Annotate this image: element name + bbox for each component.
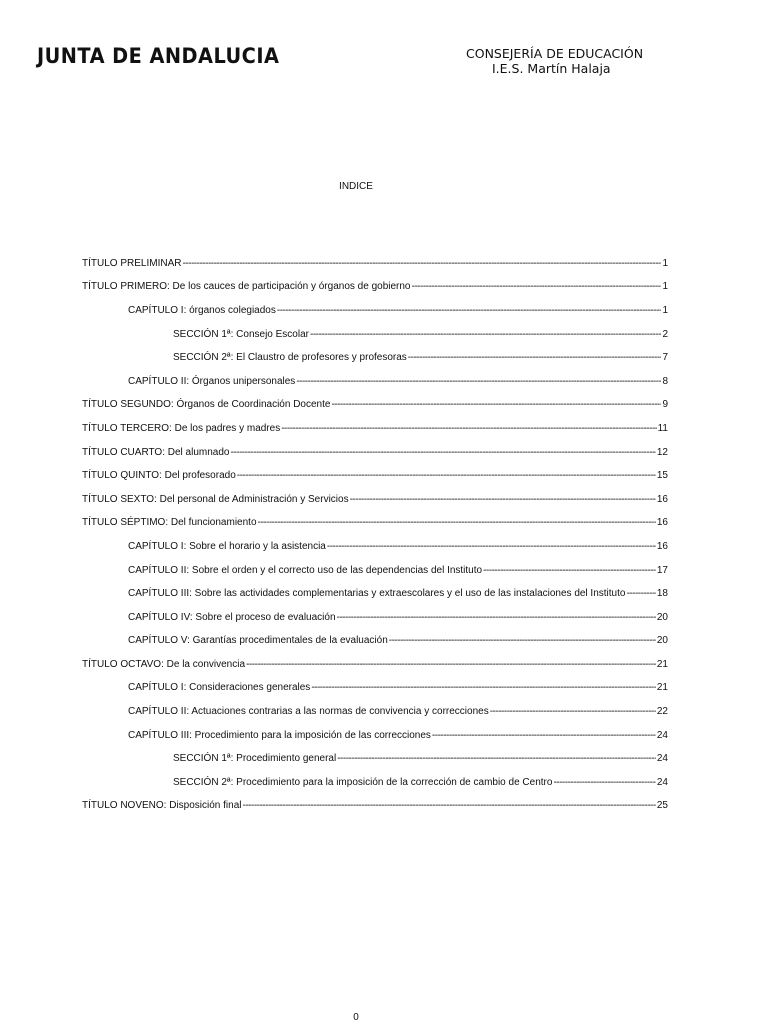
toc-leader (182, 258, 661, 270)
index-title: INDICE (339, 181, 373, 192)
toc-entry-page: 21 (656, 682, 668, 694)
toc-entry[interactable] (82, 276, 668, 300)
toc-entry-page: 17 (656, 564, 668, 576)
toc-entry[interactable] (82, 653, 668, 677)
toc-entry[interactable] (82, 512, 668, 536)
toc-leader (389, 635, 656, 647)
toc-entry-label: CAPÍTULO I: órganos colegiados (128, 304, 276, 316)
toc-leader (408, 352, 661, 364)
toc-leader (553, 777, 655, 789)
toc-entry-page: 24 (656, 776, 668, 788)
toc-entry-label: CAPÍTULO III: Procedimiento para la imposición de las correcciones (128, 729, 431, 741)
toc-entry-label: SECCIÓN 2ª: El Claustro de profesores y profesoras (173, 352, 407, 364)
toc-leader (327, 541, 656, 553)
toc-leader (337, 753, 656, 765)
toc-entry-label: CAPÍTULO III: Sobre las actividades complementarias y extraescolares y el uso de las instalaciones del Instituto (128, 588, 626, 600)
toc-entry[interactable] (82, 346, 668, 370)
toc-entry-page: 21 (656, 658, 668, 670)
toc-leader (331, 399, 661, 411)
toc-entry[interactable] (82, 394, 668, 418)
toc-entry[interactable] (82, 677, 668, 701)
toc-entry[interactable] (82, 724, 668, 748)
toc-entry-label: CAPÍTULO II: Órganos unipersonales (128, 375, 296, 387)
toc-entry-label: CAPÍTULO II: Actuaciones contrarias a las normas de convivencia y correcciones (128, 706, 489, 718)
footer-page-number: 0 (353, 1012, 359, 1023)
toc-entry-label: CAPÍTULO V: Garantías procedimentales de la evaluación (128, 635, 388, 647)
toc-entry[interactable] (82, 747, 668, 771)
toc-entry-page: 9 (662, 399, 668, 411)
toc-entry-page: 12 (656, 446, 668, 458)
toc-entry-label: TÍTULO PRIMERO: De los cauces de participación y órganos de gobierno (82, 281, 411, 293)
toc-entry[interactable] (82, 464, 668, 488)
toc-leader (483, 565, 656, 577)
toc-entry-label: TÍTULO PRELIMINAR (82, 257, 182, 269)
toc-entry[interactable] (82, 795, 668, 819)
toc-entry[interactable] (82, 582, 668, 606)
toc-leader (311, 682, 656, 694)
toc-entry-page: 22 (656, 706, 668, 718)
toc-leader (432, 730, 656, 742)
toc-entry-label: CAPÍTULO II: Sobre el orden y el correcto uso de las dependencias del Instituto (128, 564, 483, 576)
toc-leader (237, 470, 656, 482)
toc-entry[interactable] (82, 417, 668, 441)
toc-entry-label: CAPÍTULO I: Sobre el horario y la asistencia (128, 540, 326, 552)
toc-leader (350, 494, 656, 506)
toc-entry-page: 1 (662, 257, 668, 269)
header-institution: JUNTA DE ANDALUCIA (37, 44, 280, 68)
toc-entry-label: CAPÍTULO I: Consideraciones generales (128, 682, 311, 694)
toc-entry-page: 1 (662, 304, 668, 316)
toc-entry-label: SECCIÓN 1ª: Consejo Escolar (173, 328, 309, 340)
toc-leader (412, 281, 662, 293)
toc-entry[interactable] (82, 771, 668, 795)
toc-entry-page: 16 (656, 517, 668, 529)
toc-entry-page: 16 (656, 540, 668, 552)
toc-entry-label: TÍTULO CUARTO: Del alumnado (82, 446, 230, 458)
toc-entry-page: 18 (656, 588, 668, 600)
toc-entry-page: 16 (656, 493, 668, 505)
toc-entry-page: 7 (662, 352, 668, 364)
toc-entry-label: CAPÍTULO IV: Sobre el proceso de evaluación (128, 611, 336, 623)
toc-entry-page: 15 (656, 470, 668, 482)
toc-leader (230, 447, 655, 459)
toc-entry[interactable] (82, 252, 668, 276)
toc-entry-label: TÍTULO NOVENO: Disposición final (82, 800, 242, 812)
toc-entry-page: 24 (656, 729, 668, 741)
toc-entry-label: TÍTULO SEXTO: Del personal de Administración y Servicios (82, 493, 349, 505)
table-of-contents (82, 252, 668, 818)
toc-leader (337, 612, 656, 624)
header-department-name: CONSEJERÍA DE EDUCACIÓN (466, 46, 644, 61)
toc-entry-label: TÍTULO SÉPTIMO: Del funcionamiento (82, 517, 257, 529)
toc-entry-page: 25 (656, 800, 668, 812)
toc-entry-label: TÍTULO SEGUNDO: Órganos de Coordinación Docente (82, 399, 331, 411)
toc-leader (626, 588, 655, 600)
toc-entry-label: SECCIÓN 2ª: Procedimiento para la imposición de la corrección de cambio de Centro (173, 776, 553, 788)
toc-entry-page: 11 (657, 422, 668, 434)
toc-leader (296, 376, 661, 388)
toc-entry-page: 1 (662, 281, 668, 293)
toc-entry[interactable] (82, 535, 668, 559)
toc-leader (310, 329, 661, 341)
toc-entry[interactable] (82, 606, 668, 630)
toc-leader (490, 706, 656, 718)
toc-entry-page: 24 (656, 753, 668, 765)
toc-leader (281, 423, 656, 435)
toc-entry[interactable] (82, 441, 668, 465)
toc-entry[interactable] (82, 559, 668, 583)
toc-entry-label: TÍTULO QUINTO: Del profesorado (82, 470, 236, 482)
toc-entry[interactable] (82, 323, 668, 347)
toc-entry-page: 20 (656, 611, 668, 623)
toc-entry[interactable] (82, 299, 668, 323)
toc-leader (277, 305, 661, 317)
toc-entry-page: 8 (662, 375, 668, 387)
toc-entry[interactable] (82, 488, 668, 512)
toc-leader (246, 659, 656, 671)
toc-leader (243, 800, 656, 812)
header-department (466, 46, 666, 76)
toc-entry-page: 2 (662, 328, 668, 340)
header-school-name: I.E.S. Martín Halaja (492, 61, 611, 76)
toc-entry-label: SECCIÓN 1ª: Procedimiento general (173, 753, 337, 765)
toc-leader (258, 517, 656, 529)
toc-entry[interactable] (82, 630, 668, 654)
toc-entry-page: 20 (656, 635, 668, 647)
toc-entry-label: TÍTULO OCTAVO: De la convivencia (82, 658, 246, 670)
toc-entry[interactable] (82, 700, 668, 724)
toc-entry-label: TÍTULO TERCERO: De los padres y madres (82, 422, 281, 434)
toc-entry[interactable] (82, 370, 668, 394)
